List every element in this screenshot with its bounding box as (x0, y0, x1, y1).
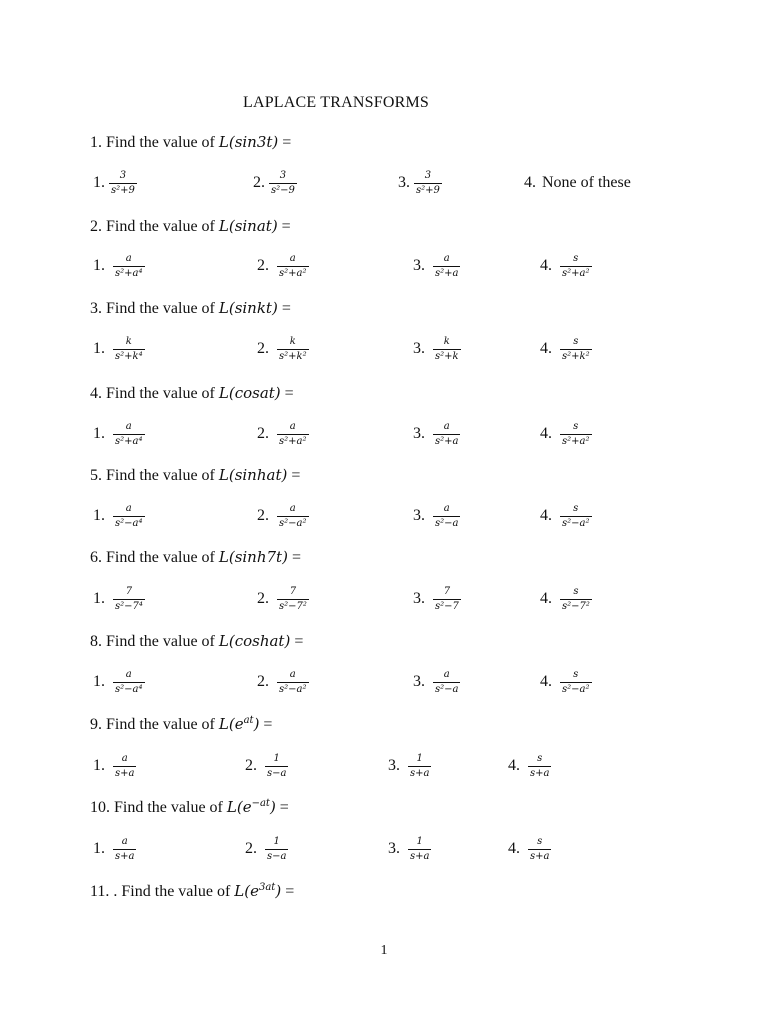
option-number: 1. (93, 507, 105, 524)
option-number: 3. (413, 673, 425, 690)
fraction-numerator: s (573, 335, 579, 347)
fraction (414, 170, 442, 197)
fraction (113, 253, 145, 280)
fraction (113, 503, 145, 530)
answer-option-4 (508, 832, 551, 866)
option-number: 4. (540, 340, 552, 357)
fraction (560, 421, 592, 448)
options-row (0, 166, 768, 200)
expression-base: L(e (218, 715, 244, 733)
equals-sign: = (263, 716, 273, 733)
option-number: 1. (93, 590, 105, 607)
fraction-numerator: a (443, 668, 450, 680)
fraction (109, 170, 137, 197)
fraction (113, 669, 145, 696)
question-5 (90, 466, 300, 485)
option-number: 3. (388, 840, 400, 857)
fraction-denominator: s+a (530, 850, 550, 862)
option-number: 1. (93, 425, 105, 442)
fraction-denominator: s²+a² (279, 267, 307, 279)
option-number: 1. (93, 340, 105, 357)
equals-sign: = (284, 385, 294, 402)
option-number: 1. (93, 840, 105, 857)
question-4 (90, 384, 294, 403)
question-label: 3. Find the value of (90, 300, 215, 317)
option-number: 3. (413, 507, 425, 524)
fraction-denominator: s+a (410, 850, 430, 862)
fraction-denominator: s²−a (435, 683, 459, 695)
question-expression: L(sinhat) (218, 466, 288, 484)
expression-close: ) (269, 798, 276, 816)
question-7 (90, 632, 303, 651)
options-row (0, 499, 768, 533)
fraction-numerator: a (443, 420, 450, 432)
answer-option-1 (93, 665, 145, 699)
question-9 (90, 798, 289, 817)
answer-option-1 (93, 749, 136, 783)
fraction (560, 336, 592, 363)
fraction (269, 170, 297, 197)
question-label: 5. Find the value of (90, 467, 215, 484)
question-label: 6. Find the value of (90, 549, 215, 566)
fraction-denominator: s²−a² (279, 517, 307, 529)
fraction-denominator: s²−7² (279, 600, 307, 612)
option-number: 4. (508, 757, 520, 774)
fraction-denominator: s²−9 (271, 184, 295, 196)
options-row (0, 332, 768, 366)
answer-option-3 (398, 166, 442, 200)
fraction-numerator: 3 (119, 169, 127, 181)
options-row (0, 417, 768, 451)
fraction-numerator: a (121, 835, 128, 847)
equals-sign: = (281, 300, 291, 317)
option-number: 2. (253, 174, 265, 191)
fraction (560, 253, 592, 280)
answer-option-1 (93, 332, 145, 366)
question-expression (227, 798, 276, 816)
answer-option-3 (413, 665, 460, 699)
fraction-numerator: a (121, 752, 128, 764)
fraction-denominator: s²+a² (279, 435, 307, 447)
answer-option-4 (540, 332, 592, 366)
answer-option-4 (540, 249, 592, 283)
fraction-numerator: a (289, 502, 296, 514)
answer-option-4 (540, 665, 592, 699)
question-1 (90, 133, 291, 152)
question-expression: L(sinkt) (218, 299, 278, 317)
fraction (265, 836, 288, 863)
option-text: None of these (542, 174, 631, 191)
fraction-denominator: s²−a⁴ (115, 517, 143, 529)
fraction-denominator: s²+k² (562, 350, 590, 362)
fraction (560, 586, 592, 613)
option-number: 2. (245, 757, 257, 774)
options-row (0, 582, 768, 616)
fraction-numerator: s (573, 668, 579, 680)
fraction (433, 503, 460, 530)
fraction-denominator: s²+a⁴ (115, 267, 143, 279)
fraction-denominator: s²−a⁴ (115, 683, 143, 695)
expression-exponent: −at (251, 798, 270, 809)
question-8 (90, 715, 272, 734)
answer-option-4 (540, 582, 592, 616)
answer-option-1 (93, 249, 145, 283)
answer-option-4 (540, 499, 592, 533)
answer-option-3 (413, 332, 461, 366)
fraction-numerator: a (443, 252, 450, 264)
question-3 (90, 299, 291, 318)
answer-option-3 (388, 749, 431, 783)
fraction-numerator: a (289, 668, 296, 680)
fraction-denominator: s²+k (435, 350, 459, 362)
fraction-numerator: k (443, 335, 450, 347)
fraction (113, 836, 136, 863)
fraction-denominator: s²+a⁴ (115, 435, 143, 447)
fraction (433, 421, 460, 448)
fraction-numerator: s (573, 502, 579, 514)
expression-close: ) (253, 715, 260, 733)
fraction-numerator: 1 (416, 835, 423, 847)
option-number: 2. (245, 840, 257, 857)
fraction-denominator: s²−a² (562, 683, 590, 695)
answer-option-2 (257, 332, 309, 366)
option-number: 4. (540, 673, 552, 690)
expression-exponent: 3at (258, 882, 276, 893)
fraction-numerator: a (443, 502, 450, 514)
fraction-denominator: s²−a (435, 517, 459, 529)
question-2 (90, 217, 291, 236)
option-number: 2. (257, 507, 269, 524)
fraction-numerator: 1 (273, 835, 280, 847)
fraction-denominator: s+a (410, 767, 430, 779)
fraction (265, 753, 288, 780)
fraction-denominator: s²−7 (435, 600, 459, 612)
option-number: 3. (413, 425, 425, 442)
fraction (560, 503, 592, 530)
question-expression: L(sinh7t) (218, 548, 288, 566)
equals-sign: = (291, 549, 301, 566)
option-number: 2. (257, 257, 269, 274)
fraction (113, 586, 145, 613)
fraction-denominator: s²−7² (562, 600, 590, 612)
option-number: 3. (398, 174, 410, 191)
fraction-denominator: s²+a (435, 267, 459, 279)
fraction-denominator: s²+k⁴ (115, 350, 143, 362)
fraction-denominator: s−a (267, 767, 287, 779)
option-number: 1. (93, 257, 105, 274)
question-10 (90, 882, 294, 901)
option-number: 4. (540, 257, 552, 274)
equals-sign: = (282, 134, 292, 151)
fraction-numerator: a (125, 252, 132, 264)
fraction (433, 253, 460, 280)
fraction-denominator: s²+a (435, 435, 459, 447)
options-row (0, 249, 768, 283)
fraction-denominator: s²−a² (562, 517, 590, 529)
option-number: 4. (524, 174, 536, 191)
fraction-numerator: 1 (273, 752, 280, 764)
equals-sign: = (285, 883, 295, 900)
fraction (277, 503, 309, 530)
fraction (433, 336, 461, 363)
expression-base: L(e (234, 882, 259, 900)
fraction (277, 336, 309, 363)
option-number: 3. (413, 590, 425, 607)
fraction-numerator: 7 (125, 585, 133, 597)
fraction (408, 836, 431, 863)
fraction-denominator: s²+9 (416, 184, 440, 196)
fraction (277, 253, 309, 280)
question-label: 10. Find the value of (90, 799, 223, 816)
fraction (277, 421, 309, 448)
question-expression: L(coshat) (218, 632, 291, 650)
fraction-denominator: s²+9 (111, 184, 135, 196)
fraction-denominator: s+a (115, 850, 135, 862)
equals-sign: = (279, 799, 289, 816)
fraction (408, 753, 431, 780)
fraction-numerator: a (289, 252, 296, 264)
fraction (528, 753, 551, 780)
option-number: 3. (388, 757, 400, 774)
answer-option-4 (540, 417, 592, 451)
equals-sign: = (291, 467, 301, 484)
answer-option-4 (508, 749, 551, 783)
options-row (0, 665, 768, 699)
fraction (277, 586, 309, 613)
option-number: 2. (257, 590, 269, 607)
option-number: 2. (257, 673, 269, 690)
option-number: 1. (93, 673, 105, 690)
option-number: 4. (540, 425, 552, 442)
fraction (113, 336, 145, 363)
question-label: 11. . Find the value of (90, 883, 231, 900)
fraction (113, 753, 136, 780)
answer-option-2 (257, 417, 309, 451)
fraction-numerator: s (573, 252, 579, 264)
answer-option-3 (413, 499, 460, 533)
option-number: 2. (257, 425, 269, 442)
answer-option-3 (413, 582, 461, 616)
answer-option-1 (93, 417, 145, 451)
question-label: 2. Find the value of (90, 218, 215, 235)
fraction-numerator: s (537, 752, 543, 764)
fraction-denominator: s²+a² (562, 435, 590, 447)
fraction-numerator: s (573, 420, 579, 432)
answer-option-1 (93, 499, 145, 533)
equals-sign: = (281, 218, 291, 235)
answer-option-2 (253, 166, 297, 200)
fraction (277, 669, 309, 696)
answer-option-2 (245, 832, 288, 866)
expression-base: L(e (226, 798, 252, 816)
option-number: 2. (257, 340, 269, 357)
answer-option-2 (245, 749, 288, 783)
fraction-numerator: a (125, 502, 132, 514)
fraction (528, 836, 551, 863)
fraction-numerator: a (289, 420, 296, 432)
fraction-numerator: k (289, 335, 296, 347)
fraction-numerator: 1 (416, 752, 423, 764)
options-row (0, 749, 768, 783)
option-number: 4. (540, 507, 552, 524)
question-expression (234, 882, 281, 900)
fraction-denominator: s+a (115, 767, 135, 779)
fraction (560, 669, 592, 696)
answer-option-2 (257, 582, 309, 616)
fraction-numerator: s (537, 835, 543, 847)
fraction-denominator: s²−a² (279, 683, 307, 695)
option-number: 3. (413, 257, 425, 274)
answer-option-1 (93, 832, 136, 866)
fraction-numerator: 3 (279, 169, 287, 181)
question-expression (219, 715, 260, 733)
answer-option-2 (257, 499, 309, 533)
fraction-numerator: 7 (443, 585, 451, 597)
answer-option-4 (524, 166, 631, 200)
fraction-denominator: s²+k² (279, 350, 307, 362)
answer-option-2 (257, 665, 309, 699)
question-label: 8. Find the value of (90, 633, 215, 650)
option-number: 4. (540, 590, 552, 607)
fraction (113, 421, 145, 448)
page-title: LAPLACE TRANSFORMS (242, 94, 429, 111)
fraction-numerator: s (573, 585, 579, 597)
option-number: 3. (413, 340, 425, 357)
page-number: 1 (380, 943, 388, 958)
option-number: 1. (93, 757, 105, 774)
fraction (433, 669, 460, 696)
question-label: 4. Find the value of (90, 385, 215, 402)
fraction-numerator: 3 (424, 169, 432, 181)
question-expression: L(sin3t) (218, 133, 279, 151)
fraction-numerator: a (125, 668, 132, 680)
fraction (433, 586, 461, 613)
question-label: 9. Find the value of (90, 716, 215, 733)
fraction-numerator: 7 (289, 585, 297, 597)
answer-option-3 (388, 832, 431, 866)
fraction-numerator: a (125, 420, 132, 432)
question-expression: L(sinat) (218, 217, 278, 235)
question-6 (90, 548, 301, 567)
question-expression: L(cosat) (218, 384, 281, 402)
answer-option-3 (413, 417, 460, 451)
options-row (0, 832, 768, 866)
fraction-denominator: s²+a² (562, 267, 590, 279)
answer-option-2 (257, 249, 309, 283)
option-number: 1. (93, 174, 105, 191)
answer-option-3 (413, 249, 460, 283)
answer-option-1 (93, 582, 145, 616)
fraction-numerator: k (125, 335, 132, 347)
equals-sign: = (294, 633, 304, 650)
expression-close: ) (275, 882, 282, 900)
question-label: 1. Find the value of (90, 134, 215, 151)
fraction-denominator: s²−7⁴ (115, 600, 143, 612)
fraction-denominator: s+a (530, 767, 550, 779)
expression-exponent: at (243, 715, 254, 726)
option-number: 4. (508, 840, 520, 857)
fraction-denominator: s−a (267, 850, 287, 862)
answer-option-1 (93, 166, 137, 200)
